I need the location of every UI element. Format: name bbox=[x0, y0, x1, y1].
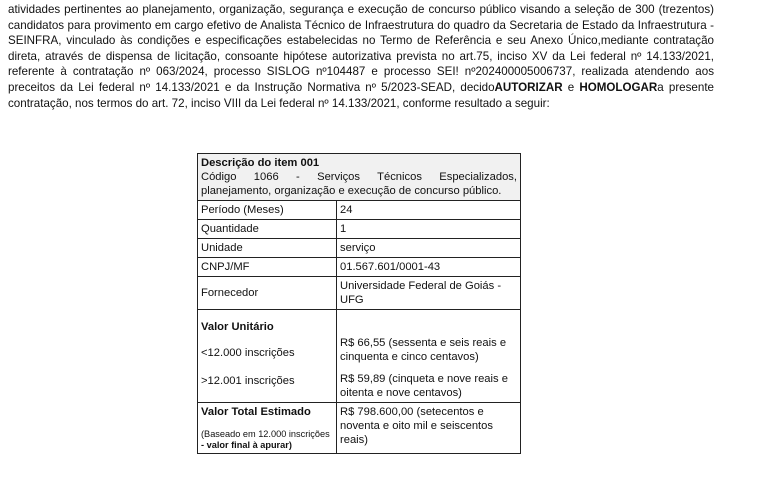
table-row-quantidade bbox=[198, 220, 521, 239]
valor-unitario-label-cell bbox=[198, 310, 337, 403]
intro-paragraph bbox=[8, 2, 714, 111]
item-table bbox=[197, 153, 521, 454]
intro-text-2: a presente contratação, nos termos do art. 72, inciso VIII da Lei federal nº 14.133/2021, conforme resultado a seguir: bbox=[8, 80, 714, 110]
item-description: Código 1066 - Serviços Técnicos Especializados, planejamento, organização e execução de concurso público. bbox=[201, 171, 517, 197]
row-value: Universidade Federal de Goiás - UFG bbox=[337, 277, 521, 310]
row-label: Período (Meses) bbox=[198, 201, 337, 220]
valor-total-label-cell bbox=[198, 403, 337, 454]
table-row-valor-unitario bbox=[198, 310, 521, 403]
table-row-fornecedor bbox=[198, 277, 521, 310]
row-label: Unidade bbox=[198, 239, 337, 258]
valor-total-value: R$ 798.600,00 (setecentos e noventa e oito mil e seiscentos reais) bbox=[337, 403, 521, 454]
autorizar-word: AUTORIZAR bbox=[494, 80, 563, 94]
item-header-row bbox=[198, 154, 521, 201]
valor-unitario-label: Valor Unitário bbox=[201, 321, 274, 333]
row-value: 01.567.601/0001-43 bbox=[337, 258, 521, 277]
table-row-periodo bbox=[198, 201, 521, 220]
row-value: serviço bbox=[337, 239, 521, 258]
tier1-label: <12.000 inscrições bbox=[201, 347, 295, 359]
row-label: Fornecedor bbox=[198, 277, 337, 310]
valor-total-note: (Baseado em 12.000 inscrições bbox=[201, 429, 330, 439]
item-header-cell bbox=[198, 154, 521, 201]
tier1-value: R$ 66,55 (sessenta e seis reais e cinquenta e cinco centavos) bbox=[340, 337, 507, 363]
row-value: 24 bbox=[337, 201, 521, 220]
homologar-word: HOMOLOGAR bbox=[579, 80, 658, 94]
intro-text-1: atividades pertinentes ao planejamento, organização, segurança e execução de concurso público visando a seleção de 300 (trezentos) candidatos para provimento em cargo efetivo de Analista Técnico de Infraestrutura do quadro da Secretaria de Estado da Infraestrutura - SEINFRA, vinculado às condições e especificações estabelecidas no Termo de Referência e seu Anexo Único,mediante contratação direta, através de dispensa de licitação, consoante hipótese autorizativa prevista no art.75, inciso XV da Lei federal nº 14.133/2021, referente à contratação nº 063/2024, processo SISLOG nº104487 e processo SEI! nº202400005006737, realizada atendendo aos preceitos da Lei federal nº 14.133/2021 e da Instrução Normativa nº 5/2023-SEAD, decido bbox=[8, 3, 714, 94]
valor-total-note-bold: - valor final à apurar) bbox=[201, 440, 292, 450]
valor-total-label: Valor Total Estimado bbox=[201, 406, 311, 418]
table-row-valor-total bbox=[198, 403, 521, 454]
conjunction: e bbox=[562, 80, 580, 94]
row-label: CNPJ/MF bbox=[198, 258, 337, 277]
table-row-unidade bbox=[198, 239, 521, 258]
item-title: Descrição do item 001 bbox=[201, 157, 320, 169]
table-row-cnpj bbox=[198, 258, 521, 277]
valor-unitario-value-cell bbox=[337, 310, 521, 403]
row-label: Quantidade bbox=[198, 220, 337, 239]
tier2-value: R$ 59,89 (cinqueta e nove reais e oitenta e nove centavos) bbox=[340, 373, 508, 399]
row-value: 1 bbox=[337, 220, 521, 239]
tier2-label: >12.001 inscrições bbox=[201, 375, 295, 387]
